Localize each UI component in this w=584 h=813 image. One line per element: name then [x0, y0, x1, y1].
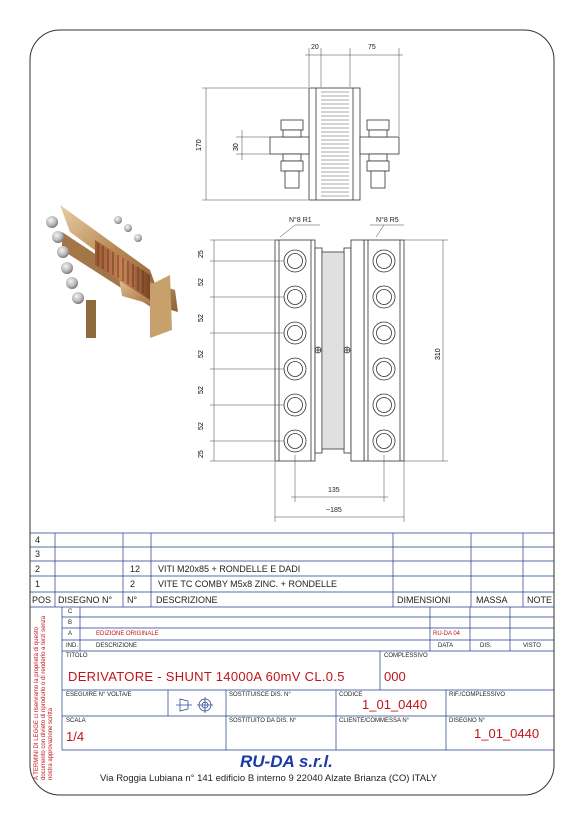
revision-letter: C [68, 609, 73, 615]
bom-header-note: NOTE [527, 595, 553, 605]
company-logo: RU-DA s.r.l. [240, 752, 333, 771]
bom-row-qty: 2 [130, 579, 136, 589]
rev-header-data: DATA [438, 643, 454, 649]
bom-row-pos: 4 [35, 535, 41, 545]
legal-notice: A TERMINI DI LEGGE ci riserviamo la proprietà di questo documento con divieto di riprodurlo o di renderlo a terzi senza nostra approvazione scritta [34, 615, 54, 780]
bom-row-desc: VITI M20x85 + RONDELLE E DADI [158, 564, 301, 574]
dim-20: 20 [311, 44, 319, 51]
codice-label: CODICE [339, 692, 363, 698]
scala-label: SCALA [66, 718, 86, 724]
rev-header-visto: VISTO [523, 643, 541, 649]
projection-symbol-icon [176, 697, 213, 713]
bom-header-pos: POS [32, 595, 52, 605]
bom-header-disegno: DISEGNO N° [58, 595, 113, 605]
sostituisce-label: SOSTITUISCE DIS. N° [229, 692, 291, 698]
revision-desc: EDIZIONE ORIGINALE [96, 631, 159, 637]
dim-30: 30 [233, 143, 240, 151]
rev-header-descrizione: DESCRIZIONE [96, 643, 138, 649]
dim-135: 135 [328, 487, 340, 494]
complessivo-label: COMPLESSIVO [384, 653, 428, 659]
revision-letter: B [68, 620, 73, 626]
bom-row-desc: VITE TC COMBY M5x8 ZINC. + RONDELLE [158, 579, 337, 589]
label-r5: N°8 R5 [376, 217, 399, 224]
bom-row-pos: 3 [35, 549, 41, 559]
bom-row-pos: 2 [35, 564, 41, 574]
rev-header-ind: IND. [66, 643, 78, 649]
company-address: Via Roggia Lubiana n° 141 edificio B interno 9 22040 Alzate Brianza (CO) ITALY [100, 773, 438, 784]
revision-ref: RU-DA 04 [433, 631, 461, 637]
drawing-title: DERIVATORE - SHUNT 14000A 60mV CL.0.5 [68, 669, 345, 684]
bom-header-n: N° [127, 595, 138, 605]
complessivo-value: 000 [384, 669, 406, 684]
dim-52-5: 52 [198, 422, 205, 430]
dim-75: 75 [368, 44, 376, 51]
bom-row-pos: 1 [35, 579, 41, 589]
product-photo [46, 205, 178, 338]
label-r1: N°8 R1 [289, 217, 312, 224]
dim-52-1: 52 [198, 278, 205, 286]
dim-25-bottom: 25 [198, 450, 205, 458]
scala-value: 1/4 [66, 729, 85, 744]
bom-header-dimensioni: DIMENSIONI [397, 595, 451, 605]
dim-310: 310 [435, 348, 442, 360]
dim-52-3: 52 [198, 350, 205, 358]
rif-complessivo-label: RIF./COMPLESSIVO [449, 692, 506, 698]
dim-52-2: 52 [198, 314, 205, 322]
front-view [275, 240, 404, 461]
dim-185: ~185 [326, 507, 342, 514]
titolo-label: TITOLO [66, 653, 88, 659]
rev-header-dis: DIS. [480, 643, 492, 649]
bom-row-qty: 12 [130, 564, 141, 574]
side-view [270, 88, 399, 200]
codice-value: 1_01_0440 [362, 697, 428, 712]
bom-header-descrizione: DESCRIZIONE [156, 595, 218, 605]
dim-170: 170 [196, 139, 203, 151]
disegno-label: DISEGNO N° [449, 718, 486, 724]
dim-25-top: 25 [198, 250, 205, 258]
bom-header-massa: MASSA [476, 595, 508, 605]
sostituito-label: SOSTITUITO DA DIS. N° [229, 718, 297, 724]
dim-52-4: 52 [198, 386, 205, 394]
disegno-value: 1_01_0440 [474, 726, 540, 741]
cliente-label: CLIENTE/COMMESSA N° [339, 718, 410, 724]
revision-letter: A [68, 631, 73, 637]
eseguire-label: ESEGUIRE N° VOLTA/E [66, 692, 132, 698]
